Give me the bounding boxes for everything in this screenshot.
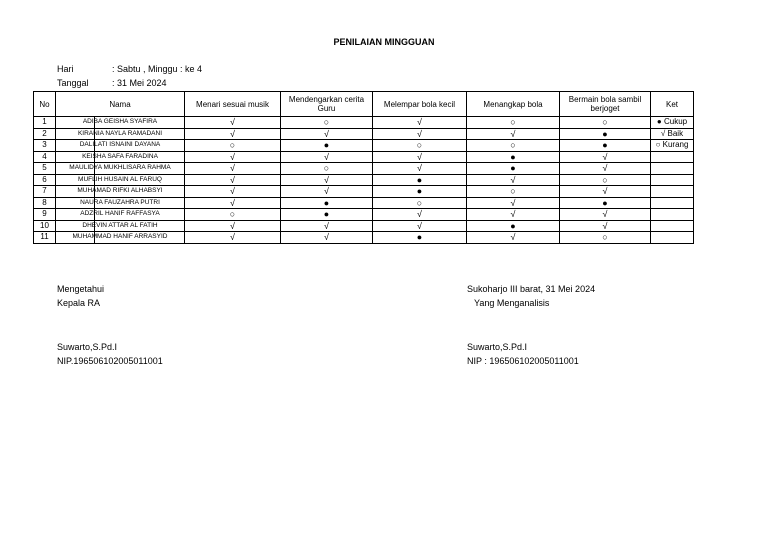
ket-cell: ○ Kurang [651, 140, 694, 152]
column-divider [94, 232, 95, 243]
mark-mendengarkan: √ [281, 128, 373, 140]
student-name: DHEVIN ATTAR AL FATIH [82, 221, 158, 229]
info-day-value: : Sabtu , Minggu : ke 4 [112, 64, 203, 74]
student-name-cell [56, 140, 185, 152]
mark-mendengarkan: √ [281, 186, 373, 198]
student-name-cell [56, 174, 185, 186]
column-divider [94, 198, 95, 209]
info-day [57, 64, 202, 74]
student-name: DALILATI ISNAINI DAYANA [79, 141, 161, 149]
row-number: 7 [34, 186, 56, 198]
ket-cell: √ Baik [651, 128, 694, 140]
column-divider [94, 129, 95, 140]
mark-mendengarkan: √ [281, 174, 373, 186]
mark-menangkap: √ [467, 209, 560, 221]
mark-melempar: ● [373, 232, 467, 244]
left-sign-line2: Kepala RA [57, 298, 101, 308]
student-name-cell [56, 128, 185, 140]
mark-mendengarkan: ● [281, 197, 373, 209]
header-ket: Ket [651, 92, 694, 117]
mark-menari: √ [185, 151, 281, 163]
mark-menangkap: ● [467, 163, 560, 175]
left-sign-nip: NIP.196506102005011001 [57, 356, 163, 366]
mark-bermain: ○ [560, 232, 651, 244]
mark-menangkap: √ [467, 197, 560, 209]
mark-melempar: √ [373, 151, 467, 163]
mark-menangkap: ● [467, 220, 560, 232]
mark-menari: √ [185, 197, 281, 209]
table-row [34, 151, 694, 163]
mark-menari: √ [185, 128, 281, 140]
table-row [34, 232, 694, 244]
right-sign-nip: NIP : 196506102005011001 [467, 356, 579, 366]
mark-mendengarkan: √ [281, 232, 373, 244]
student-name: MUHAMAD RIFKI ALHABSYI [77, 187, 163, 195]
ket-cell [651, 186, 694, 198]
student-name: KEISHA SAFA FARADINA [82, 152, 158, 160]
mark-melempar: √ [373, 117, 467, 129]
row-number: 9 [34, 209, 56, 221]
student-name: ADZRIL HANIF RAFFASYA [80, 210, 160, 218]
mark-menari: √ [185, 117, 281, 129]
mark-bermain: ○ [560, 174, 651, 186]
info-date-label: Tanggal [57, 78, 89, 88]
row-number: 8 [34, 197, 56, 209]
mark-melempar: √ [373, 163, 467, 175]
ket-cell [651, 174, 694, 186]
mark-bermain: √ [560, 151, 651, 163]
mark-menari: ○ [185, 140, 281, 152]
mark-menari: √ [185, 163, 281, 175]
table-row [34, 209, 694, 221]
right-signature [467, 282, 595, 310]
student-name: ADIBA GEISHA SYAFIRA [82, 118, 158, 126]
row-number: 1 [34, 117, 56, 129]
mark-menari: √ [185, 174, 281, 186]
page-title: PENILAIAN MINGGUAN [333, 37, 435, 47]
ket-cell [651, 163, 694, 175]
student-name-cell [56, 232, 185, 244]
header-menari: Menari sesuai musik [185, 92, 281, 117]
column-divider [94, 140, 95, 151]
mark-mendengarkan: √ [281, 220, 373, 232]
row-number: 5 [34, 163, 56, 175]
header-menangkap: Menangkap bola [467, 92, 560, 117]
ket-cell [651, 209, 694, 221]
row-number: 10 [34, 220, 56, 232]
row-number: 6 [34, 174, 56, 186]
left-sign-line1: Mengetahui [57, 284, 105, 294]
table-row [34, 220, 694, 232]
right-sign-line1: Sukoharjo III barat, 31 Mei 2024 [467, 284, 596, 294]
mark-menangkap: ○ [467, 186, 560, 198]
ket-cell [651, 151, 694, 163]
mark-melempar: √ [373, 209, 467, 221]
column-divider [94, 117, 95, 128]
mark-bermain: √ [560, 163, 651, 175]
mark-melempar: ● [373, 186, 467, 198]
mark-melempar: ○ [373, 197, 467, 209]
header-mendengarkan: Mendengarkan cerita Guru [281, 92, 373, 117]
mark-menari: ○ [185, 209, 281, 221]
mark-melempar: √ [373, 128, 467, 140]
student-name: MUHAMMAD HANIF ARRASYID [72, 233, 168, 241]
student-name-cell [56, 209, 185, 221]
mark-bermain: ○ [560, 117, 651, 129]
student-name-cell [56, 117, 185, 129]
header-name: Nama [56, 92, 185, 117]
ket-cell [651, 232, 694, 244]
mark-menari: √ [185, 220, 281, 232]
info-date [57, 78, 167, 88]
right-sign-name: Suwarto,S.Pd.I [467, 342, 528, 352]
mark-mendengarkan: ○ [281, 117, 373, 129]
table-row [34, 186, 694, 198]
left-sign-name: Suwarto,S.Pd.I [57, 342, 118, 352]
row-number: 11 [34, 232, 56, 244]
row-number: 3 [34, 140, 56, 152]
mark-menari: √ [185, 232, 281, 244]
mark-bermain: √ [560, 220, 651, 232]
right-sign-line2: Yang Menganalisis [474, 298, 550, 308]
ket-cell [651, 220, 694, 232]
mark-menangkap: ● [467, 151, 560, 163]
column-divider [94, 186, 95, 197]
mark-mendengarkan: √ [281, 151, 373, 163]
mark-menangkap: ○ [467, 140, 560, 152]
mark-menangkap: √ [467, 128, 560, 140]
info-day-label: Hari [57, 64, 74, 74]
student-name: NAURA FAUZAHRA PUTRI [80, 198, 160, 206]
table-row [34, 197, 694, 209]
header-melempar: Melempar bola kecil [373, 92, 467, 117]
mark-mendengarkan: ○ [281, 163, 373, 175]
mark-melempar: ● [373, 174, 467, 186]
right-signer [467, 340, 579, 368]
student-name: KIRANIA NAYLA RAMADANI [77, 129, 163, 137]
mark-bermain: ● [560, 197, 651, 209]
ket-cell: ● Cukup [651, 117, 694, 129]
row-number: 4 [34, 151, 56, 163]
header-bermain: Bermain bola sambil berjoget [560, 92, 651, 117]
mark-mendengarkan: ● [281, 209, 373, 221]
column-divider [94, 163, 95, 174]
column-divider [94, 175, 95, 186]
student-name-cell [56, 220, 185, 232]
mark-bermain: √ [560, 209, 651, 221]
table-row [34, 117, 694, 129]
student-name-cell [56, 163, 185, 175]
mark-melempar: ○ [373, 140, 467, 152]
mark-bermain: ● [560, 140, 651, 152]
student-name-cell [56, 151, 185, 163]
column-divider [94, 221, 95, 232]
column-divider [94, 209, 95, 220]
student-name-cell [56, 186, 185, 198]
student-name: MUFLIH HUSAIN AL FARUQ [78, 175, 162, 183]
mark-menari: √ [185, 186, 281, 198]
mark-melempar: √ [373, 220, 467, 232]
mark-menangkap: √ [467, 232, 560, 244]
table-row [34, 163, 694, 175]
student-name: MAULIDYA MUKHLISARA RAHMA [69, 164, 171, 172]
ket-cell [651, 197, 694, 209]
column-divider [94, 152, 95, 163]
mark-bermain: √ [560, 186, 651, 198]
student-name-cell [56, 197, 185, 209]
info-date-value: : 31 Mei 2024 [112, 78, 167, 88]
left-signature [57, 282, 104, 310]
table-row [34, 140, 694, 152]
left-signer [57, 340, 163, 368]
mark-bermain: ● [560, 128, 651, 140]
table-row [34, 128, 694, 140]
mark-menangkap: ○ [467, 117, 560, 129]
header-no: No [34, 92, 56, 117]
table-row [34, 174, 694, 186]
mark-mendengarkan: ● [281, 140, 373, 152]
mark-menangkap: √ [467, 174, 560, 186]
row-number: 2 [34, 128, 56, 140]
assessment-table [33, 91, 694, 244]
header-row [34, 92, 694, 117]
